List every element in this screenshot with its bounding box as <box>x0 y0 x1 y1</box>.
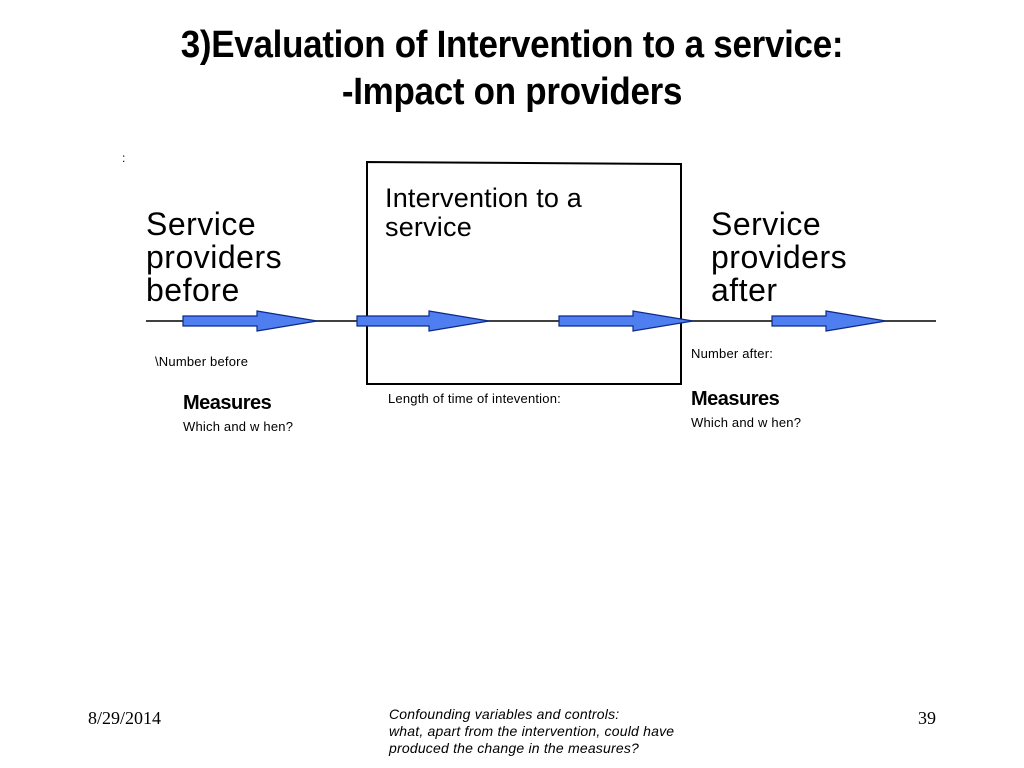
footer-note-line-1: Confounding variables and controls: <box>389 706 620 722</box>
number-after-label: Number after: <box>691 346 774 361</box>
measures-after-label: Measures <box>691 388 780 410</box>
after-heading-line-1: Service <box>711 206 822 242</box>
slide-title-line-1: 3)Evaluation of Intervention to a service: <box>180 24 844 66</box>
before-heading-line-3: before <box>146 272 240 308</box>
service-providers-after-heading <box>711 208 847 307</box>
footer-note <box>389 706 674 757</box>
footer-note-line-3: produced the change in the measures? <box>389 740 640 756</box>
before-heading-line-2: providers <box>146 239 283 275</box>
before-heading-line-1: Service <box>146 206 257 242</box>
slide-title-line-2: -Impact on providers <box>341 71 683 113</box>
which-when-before-label: Which and w hen? <box>183 419 294 434</box>
colon-mark: : <box>122 151 126 165</box>
measures-before-label: Measures <box>183 392 272 414</box>
intervention-label <box>385 184 582 242</box>
intervention-label-line-2: service <box>385 212 472 242</box>
timeline-arrow-4 <box>772 311 886 331</box>
footer-note-line-2: what, apart from the intervention, could have <box>389 723 675 739</box>
footer-date: 8/29/2014 <box>88 708 162 728</box>
service-providers-before-heading <box>146 208 282 307</box>
length-of-intervention-label: Length of time of intevention: <box>388 391 561 406</box>
timeline-arrow-3 <box>559 311 693 331</box>
intervention-label-line-1: Intervention to a <box>385 183 583 213</box>
number-before-label: \Number before <box>155 354 249 369</box>
timeline-arrow-2 <box>357 311 489 331</box>
which-when-after-label: Which and w hen? <box>691 415 802 430</box>
timeline-arrow-1 <box>183 311 317 331</box>
after-heading-line-3: after <box>711 272 778 308</box>
page-number: 39 <box>918 708 936 728</box>
after-heading-line-2: providers <box>711 239 848 275</box>
